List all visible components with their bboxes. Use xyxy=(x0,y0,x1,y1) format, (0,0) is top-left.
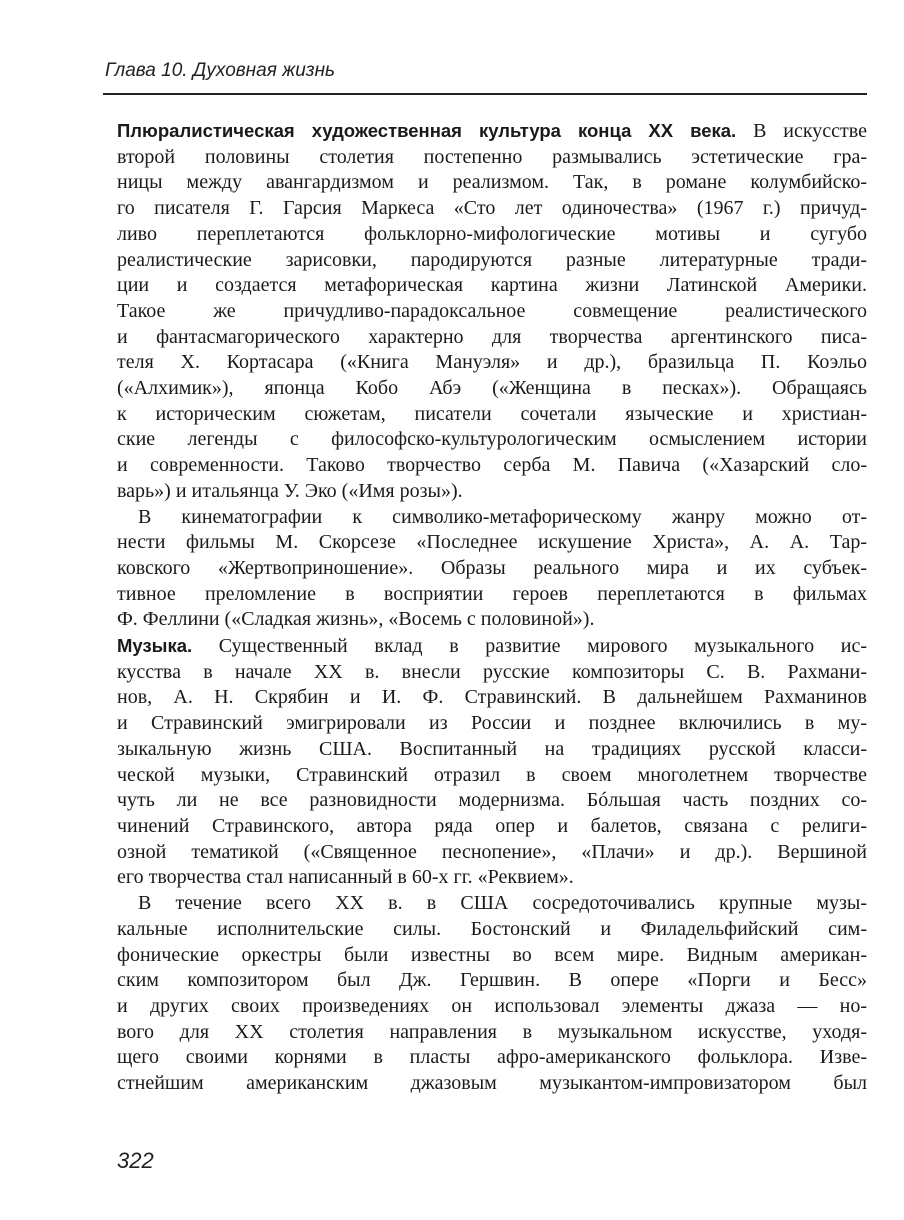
text-line xyxy=(117,917,867,943)
section-heading: Музыка. xyxy=(117,635,193,657)
line-text: зыкальную жизнь США. Воспитанный на традициях русской класси- xyxy=(117,737,867,760)
text-line xyxy=(117,453,867,479)
text-line xyxy=(117,865,867,891)
header-divider xyxy=(103,93,867,95)
line-text: ции и создается метафорическая картина жизни Латинской Америки. xyxy=(117,274,867,297)
text-line xyxy=(117,633,867,660)
text-line xyxy=(117,763,867,789)
text-line xyxy=(117,376,867,402)
text-line xyxy=(117,402,867,428)
text-line xyxy=(117,994,867,1020)
text-line xyxy=(117,505,867,531)
text-line xyxy=(117,891,867,917)
line-text: ские легенды с философско-культурологическим осмыслением истории xyxy=(117,428,867,451)
line-text: («Алхимик»), японца Кобо Абэ («Женщина в песках»). Обращаясь xyxy=(117,377,867,400)
line-text: ским композитором был Дж. Гершвин. В опере «Порги и Бесс» xyxy=(117,969,867,992)
text-line xyxy=(117,325,867,351)
line-text: чуть ли не все разновидности модернизма. Бóльшая часть поздних со- xyxy=(117,789,867,812)
text-line xyxy=(117,582,867,608)
line-text: щего своими корнями в пласты афро-американского фольклора. Изве- xyxy=(117,1046,867,1069)
line-text: и Стравинский эмигрировали из России и позднее включились в му- xyxy=(117,712,867,735)
text-line xyxy=(117,968,867,994)
text-line xyxy=(117,943,867,969)
line-text: кусства в начале XX в. внесли русские композиторы С. В. Рахмани- xyxy=(117,660,867,683)
line-text: второй половины столетия постепенно размывались эстетические гра- xyxy=(117,145,867,168)
line-text: его творчества стал написанный в 60-х гг. «Реквием». xyxy=(117,866,574,889)
page-body xyxy=(117,118,867,1097)
text-line xyxy=(117,737,867,763)
text-line xyxy=(117,556,867,582)
line-text: нов, А. Н. Скрябин и И. Ф. Стравинский. В дальнейшем Рахманинов xyxy=(117,686,867,709)
text-line xyxy=(117,145,867,171)
text-line xyxy=(117,788,867,814)
line-text: ливо переплетаются фольклорно-мифологические мотивы и сугубо xyxy=(117,222,867,245)
line-text: и других своих произведениях он использовал элементы джаза — но- xyxy=(117,994,867,1017)
paragraph xyxy=(117,505,867,634)
line-text: фонические оркестры были известны во всем мире. Видным американ- xyxy=(117,943,867,966)
text-line xyxy=(117,814,867,840)
line-text: Существенный вклад в развитие мирового музыкального ис- xyxy=(192,635,867,658)
line-text: ницы между авангардизмом и реализмом. Так, в романе колумбийско- xyxy=(117,171,867,194)
line-text: реалистические зарисовки, пародируются разные литературные тради- xyxy=(117,248,867,271)
line-text: кальные исполнительские силы. Бостонский и Филадельфийский сим- xyxy=(117,917,867,940)
text-line xyxy=(117,1020,867,1046)
text-line xyxy=(117,530,867,556)
text-line xyxy=(117,1045,867,1071)
line-text: Ф. Феллини («Сладкая жизнь», «Восемь с половиной»). xyxy=(117,608,595,631)
paragraph xyxy=(117,633,867,891)
line-text: к историческим сюжетам, писатели сочетали языческие и христиан- xyxy=(117,402,867,425)
running-header: Глава 10. Духовная жизнь xyxy=(105,60,336,81)
text-line xyxy=(117,660,867,686)
line-text: тивное преломление в восприятии героев переплетаются в фильмах xyxy=(117,582,867,605)
page-number: 322 xyxy=(117,1148,154,1173)
text-line xyxy=(117,350,867,376)
text-line xyxy=(117,840,867,866)
line-text: В искусстве xyxy=(736,120,867,142)
line-text: и фантасмагорического характерно для творчества аргентинского писа- xyxy=(117,325,867,348)
line-text: ческой музыки, Стравинский отразил в своем многолетнем творчестве xyxy=(117,763,867,786)
text-line xyxy=(117,248,867,274)
line-text: В течение всего XX в. в США сосредоточивались крупные музы- xyxy=(138,892,867,915)
line-text: вого для XX столетия направления в музыкальном искусстве, уходя- xyxy=(117,1020,867,1043)
text-line xyxy=(117,427,867,453)
line-text: ковского «Жертвоприношение». Образы реального мира и их субъек- xyxy=(117,556,867,579)
line-text: озной тематикой («Священное песнопение», «Плачи» и др.). Вершиной xyxy=(117,840,867,863)
text-line xyxy=(117,685,867,711)
line-text: го писателя Г. Гарсия Маркеса «Сто лет одиночества» (1967 г.) причуд- xyxy=(117,197,867,220)
text-line xyxy=(117,196,867,222)
paragraph xyxy=(117,118,867,505)
text-line xyxy=(117,1071,867,1097)
text-line xyxy=(117,711,867,737)
line-text: нести фильмы М. Скорсезе «Последнее искушение Христа», А. А. Тар- xyxy=(117,531,867,554)
text-line xyxy=(117,118,867,145)
text-line xyxy=(117,479,867,505)
line-text: и современности. Таково творчество серба М. Павича («Хазарский сло- xyxy=(117,454,867,477)
text-line xyxy=(117,273,867,299)
paragraph xyxy=(117,891,867,1097)
line-text: стнейшим американским джазовым музыкантом-импровизатором был xyxy=(117,1072,867,1095)
text-line xyxy=(117,222,867,248)
text-line xyxy=(117,607,867,633)
text-line xyxy=(117,170,867,196)
line-text: Такое же причудливо-парадоксальное совмещение реалистического xyxy=(117,299,867,322)
line-text: варь») и итальянца У. Эко («Имя розы»). xyxy=(117,479,463,502)
line-text: теля Х. Кортасара («Книга Мануэля» и др.), бразильца П. Коэльо xyxy=(117,351,867,374)
line-text: В кинематографии к символико-метафорическому жанру можно от- xyxy=(138,505,867,528)
line-text: чинений Стравинского, автора ряда опер и балетов, связана с религи- xyxy=(117,814,867,837)
section-heading: Плюралистическая художественная культура конца XX века. xyxy=(117,120,737,141)
text-line xyxy=(117,299,867,325)
